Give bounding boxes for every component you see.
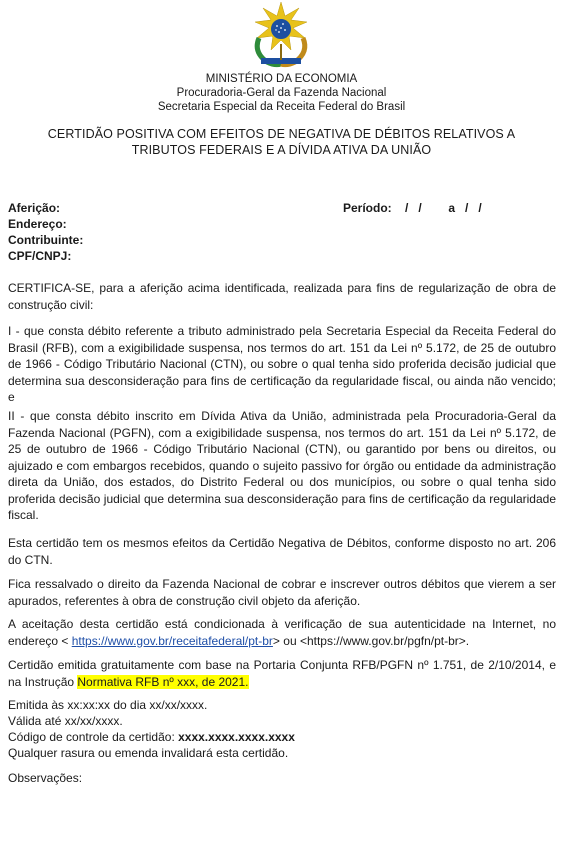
coat-of-arms-icon bbox=[243, 0, 319, 70]
rfb-name: Secretaria Especial da Receita Federal do Brasil bbox=[157, 101, 406, 113]
item-one-paragraph: I - que consta débito referente a tributo administrado pela Secretaria Especial da Receita Federal do Brasil (RFB), com a exigibilidade suspensa, nos termos do art. 151 da Lei nº 5.172, de 25 de outubro de 1966 - Código Tributário Nacional (CTN), ou sobre o qual tenha sido proferida decisão judicial que determina sua desconsideração para fins de certificação da regularidade fiscal, ou ainda não vencido; e bbox=[8, 324, 556, 404]
codigo-value: xxxx.xxxx.xxxx.xxxx bbox=[178, 730, 295, 744]
codigo-label: Código de controle da certidão: bbox=[8, 730, 179, 744]
intro-paragraph: CERTIFICA-SE, para a aferição acima identificada, realizada para fins de regularização de obra de construção civil: bbox=[8, 281, 556, 312]
normativa-highlight: Normativa RFB nº xxx, de 2021. bbox=[77, 674, 249, 689]
endereco-label: Endereço: bbox=[8, 217, 67, 231]
aceitacao-paragraph bbox=[8, 616, 556, 649]
observacoes-label: Observações: bbox=[8, 771, 83, 785]
aceitacao-suffix: > ou <https://www.gov.br/pgfn/pt-br>. bbox=[272, 633, 470, 648]
pgfn-name: Procuradoria-Geral da Fazenda Nacional bbox=[176, 87, 387, 99]
ressalva-paragraph: Fica ressalvado o direito da Fazenda Nacional de cobrar e inscrever outros débitos que vierem a ser apurados, referentes à obra de construção civil objeto da aferição. bbox=[8, 577, 556, 608]
emitida-as-line: Emitida às xx:xx:xx do dia xx/xx/xxxx. bbox=[8, 698, 208, 712]
emitida-paragraph bbox=[8, 657, 556, 690]
codigo-line bbox=[8, 729, 295, 745]
periodo-field: Período: / / a / / bbox=[343, 201, 482, 215]
receita-federal-link[interactable]: https://www.gov.br/receitafederal/pt-br bbox=[71, 633, 273, 648]
aceitacao-text: A aceitação desta certidão está condicionada à verificação de sua autenticidade na Internet, no endereço < bbox=[8, 617, 556, 648]
afericao-label: Aferição: bbox=[8, 201, 61, 215]
efeitos-paragraph: Esta certidão tem os mesmos efeitos da Certidão Negativa de Débitos, conforme disposto no art. 206 do CTN. bbox=[8, 536, 556, 567]
emitida-text: Certidão emitida gratuitamente com base na Portaria Conjunta RFB/PGFN nº 1.751, de 2/10/2014, e na Instrução bbox=[8, 658, 556, 689]
ministry-name: MINISTÉRIO DA ECONOMIA bbox=[205, 73, 358, 85]
rasura-line: Qualquer rasura ou emenda invalidará esta certidão. bbox=[8, 746, 289, 760]
valida-line: Válida até xx/xx/xxxx. bbox=[8, 714, 123, 728]
item-two-paragraph: II - que consta débito inscrito em Dívida Ativa da União, administrada pela Procuradoria-Geral da Fazenda Nacional (PGFN), com a exigibilidade suspensa, nos termos do art. 151 da Lei nº 5.172, de 25 de outubro de 1966 - Código Tributário Nacional (CTN), ou garantido por bens ou direitos, ou ajuizado e com embargos recebidos, quando o sujeito passivo for órgão ou entidade da administração direta da União, dos estados, do Distrito Federal ou dos municípios, ou sobre o qual tenha sido proferida decisão judicial que determina sua desconsideração para fins de certificação da regularidade fiscal. bbox=[8, 409, 556, 522]
certificate-title: CERTIDÃO POSITIVA COM EFEITOS DE NEGATIVA DE DÉBITOS RELATIVOS A TRIBUTOS FEDERAIS E A DÍVIDA ATIVA DA UNIÃO bbox=[47, 127, 516, 157]
contribuinte-label: Contribuinte: bbox=[8, 233, 84, 247]
cpf-cnpj-label: CPF/CNPJ: bbox=[8, 249, 72, 263]
